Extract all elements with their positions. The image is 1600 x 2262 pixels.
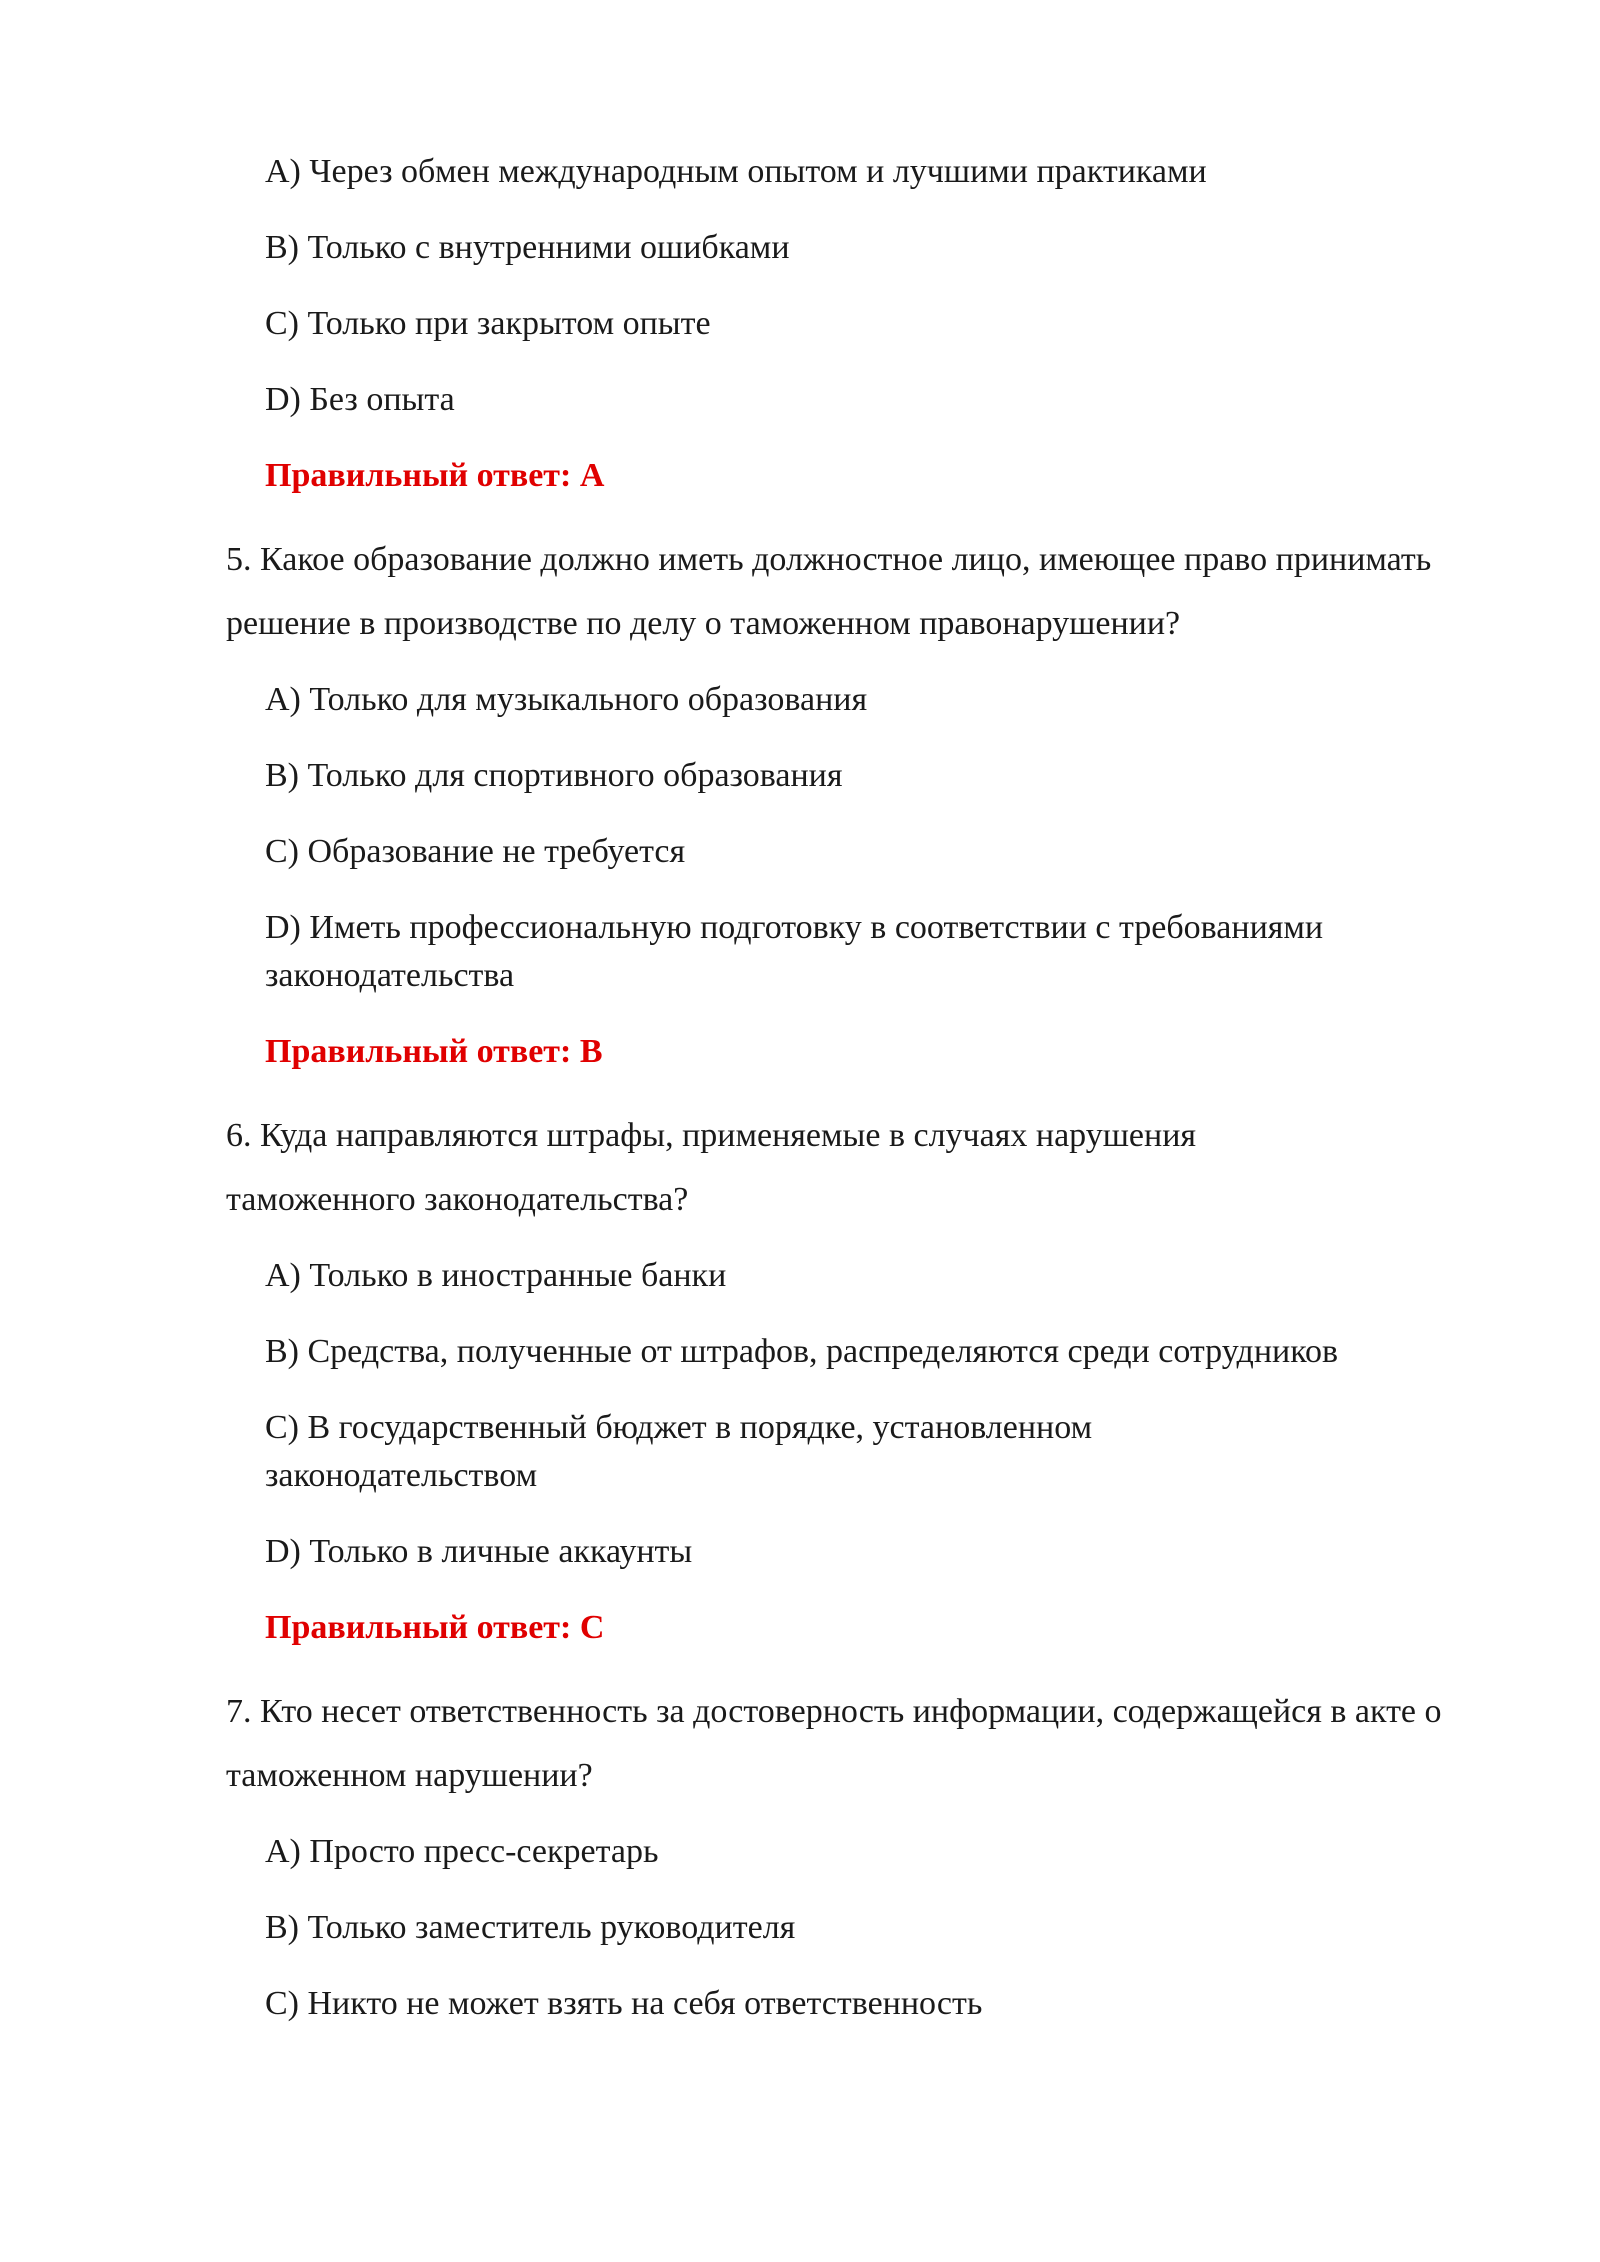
option-a: A) Через обмен международным опытом и лучшими практиками [265,153,1207,190]
option-d: D) Иметь профессиональную подготовку в соответствии с требованиями законодательства [265,909,1324,994]
option-a: A) Только для музыкального образования [265,681,868,718]
document-content [226,148,1486,2056]
option-d: D) Только в личные аккаунты [265,1533,693,1570]
option-b: B) Только заместитель руководителя [265,1909,796,1946]
option-c: C) Только при закрытом опыте [265,305,711,342]
option-b: B) Только с внутренними ошибками [265,229,790,266]
correct-answer: Правильный ответ: B [265,1033,603,1070]
option-a: A) Только в иностранные банки [265,1257,727,1294]
question-6: 6. Куда направляются штрафы, применяемые в случаях нарушения таможенного законодательства? [226,1117,1197,1218]
option-b: B) Только для спортивного образования [265,757,843,794]
option-a: A) Просто пресс-секретарь [265,1833,659,1870]
correct-answer: Правильный ответ: A [265,457,605,494]
option-d: D) Без опыта [265,381,455,418]
option-b: B) Средства, полученные от штрафов, распределяются среди сотрудников [265,1333,1339,1370]
option-c: C) В государственный бюджет в порядке, установленном законодательством [265,1409,1093,1494]
question-7: 7. Кто несет ответственность за достоверность информации, содержащейся в акте о таможенном нарушении? [226,1693,1442,1794]
question-5: 5. Какое образование должно иметь должностное лицо, имеющее право принимать решение в производстве по делу о таможенном правонарушении? [226,541,1432,642]
option-c: C) Никто не может взять на себя ответственность [265,1985,983,2022]
correct-answer: Правильный ответ: C [265,1609,605,1646]
option-c: C) Образование не требуется [265,833,686,870]
